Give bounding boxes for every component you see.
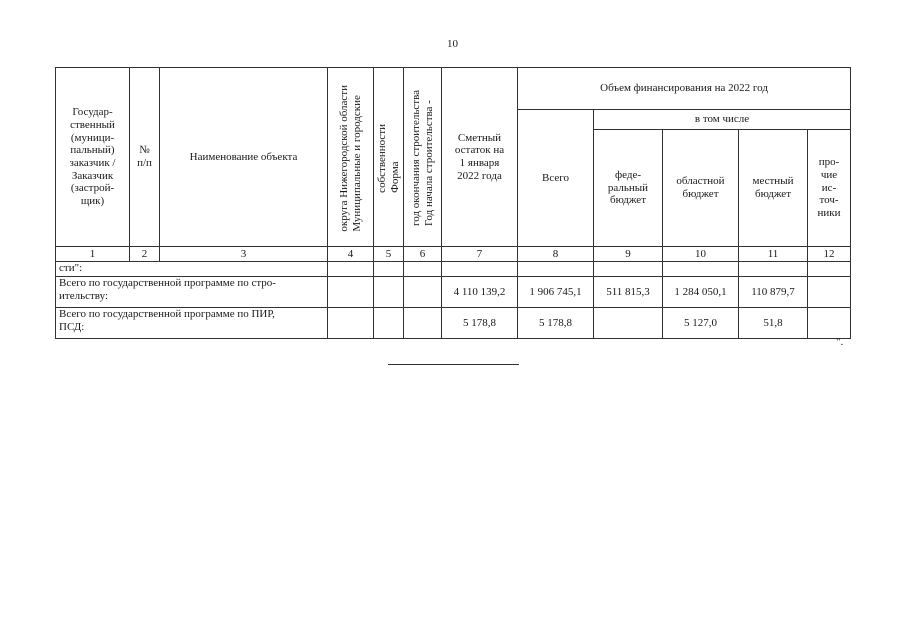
table-row	[56, 277, 851, 308]
cell-total	[518, 262, 594, 277]
header-including: в том числе	[594, 110, 851, 130]
header-municipality-line1: Муниципальные и городские	[350, 94, 363, 232]
financing-table	[55, 67, 851, 339]
header-ownership	[374, 68, 404, 247]
header-years	[404, 68, 442, 247]
cell-local: 51,8	[739, 308, 808, 339]
header-total: Всего	[518, 110, 594, 247]
column-number: 6	[404, 247, 442, 262]
column-number: 7	[442, 247, 518, 262]
header-years-line1: Год начала строительства -	[422, 100, 435, 226]
cell-total: 1 906 745,1	[518, 277, 594, 308]
column-number: 12	[808, 247, 851, 262]
header-ownership-line1: Форма	[388, 161, 401, 193]
column-number: 11	[739, 247, 808, 262]
cell-other	[808, 262, 851, 277]
header-ownership-line2: собственности	[376, 123, 389, 193]
table-row	[56, 308, 851, 339]
cell-estimate: 5 178,8	[442, 308, 518, 339]
header-years-line2: год окончания строительства	[410, 90, 423, 226]
closing-quote: ".	[836, 336, 844, 348]
row-label: сти":	[56, 262, 328, 277]
page-number: 10	[447, 38, 458, 50]
header-object-name: Наименование объекта	[160, 68, 328, 247]
column-number: 8	[518, 247, 594, 262]
column-number: 3	[160, 247, 328, 262]
header-number: № п/п	[130, 68, 160, 247]
header-funding-group: Объем финансирования на 2022 год	[518, 68, 851, 110]
separator-line	[388, 364, 519, 365]
cell-regional	[663, 262, 739, 277]
header-other: про- чие ис- точ- ники	[808, 130, 851, 247]
header-customer: Государ- ственный (муници- пальный) заказчик / Заказчик (застрой- щик)	[56, 68, 130, 247]
header-local: местный бюджет	[739, 130, 808, 247]
column-number: 10	[663, 247, 739, 262]
column-number: 1	[56, 247, 130, 262]
cell-other	[808, 308, 851, 339]
cell-estimate	[442, 262, 518, 277]
column-number: 5	[374, 247, 404, 262]
cell-local	[739, 262, 808, 277]
cell-federal: 511 815,3	[594, 277, 663, 308]
cell-federal	[594, 262, 663, 277]
cell-other	[808, 277, 851, 308]
header-federal: феде- ральный бюджет	[594, 130, 663, 247]
header-regional: областной бюджет	[663, 130, 739, 247]
cell-regional: 1 284 050,1	[663, 277, 739, 308]
column-number: 4	[328, 247, 374, 262]
header-municipality-line2: округа Нижегородской области	[338, 84, 351, 232]
cell-estimate: 4 110 139,2	[442, 277, 518, 308]
header-estimate-balance: Сметный остаток на 1 января 2022 года	[442, 68, 518, 247]
cell-federal	[594, 308, 663, 339]
cell-regional: 5 127,0	[663, 308, 739, 339]
column-numbers-row	[56, 247, 851, 262]
cell-local: 110 879,7	[739, 277, 808, 308]
row-label: Всего по государственной программе по ПИР, ПСД:	[56, 308, 328, 339]
column-number: 9	[594, 247, 663, 262]
row-label: Всего по государственной программе по стро- ительству:	[56, 277, 328, 308]
table-row	[56, 262, 851, 277]
cell-total: 5 178,8	[518, 308, 594, 339]
column-number: 2	[130, 247, 160, 262]
header-municipality	[328, 68, 374, 247]
